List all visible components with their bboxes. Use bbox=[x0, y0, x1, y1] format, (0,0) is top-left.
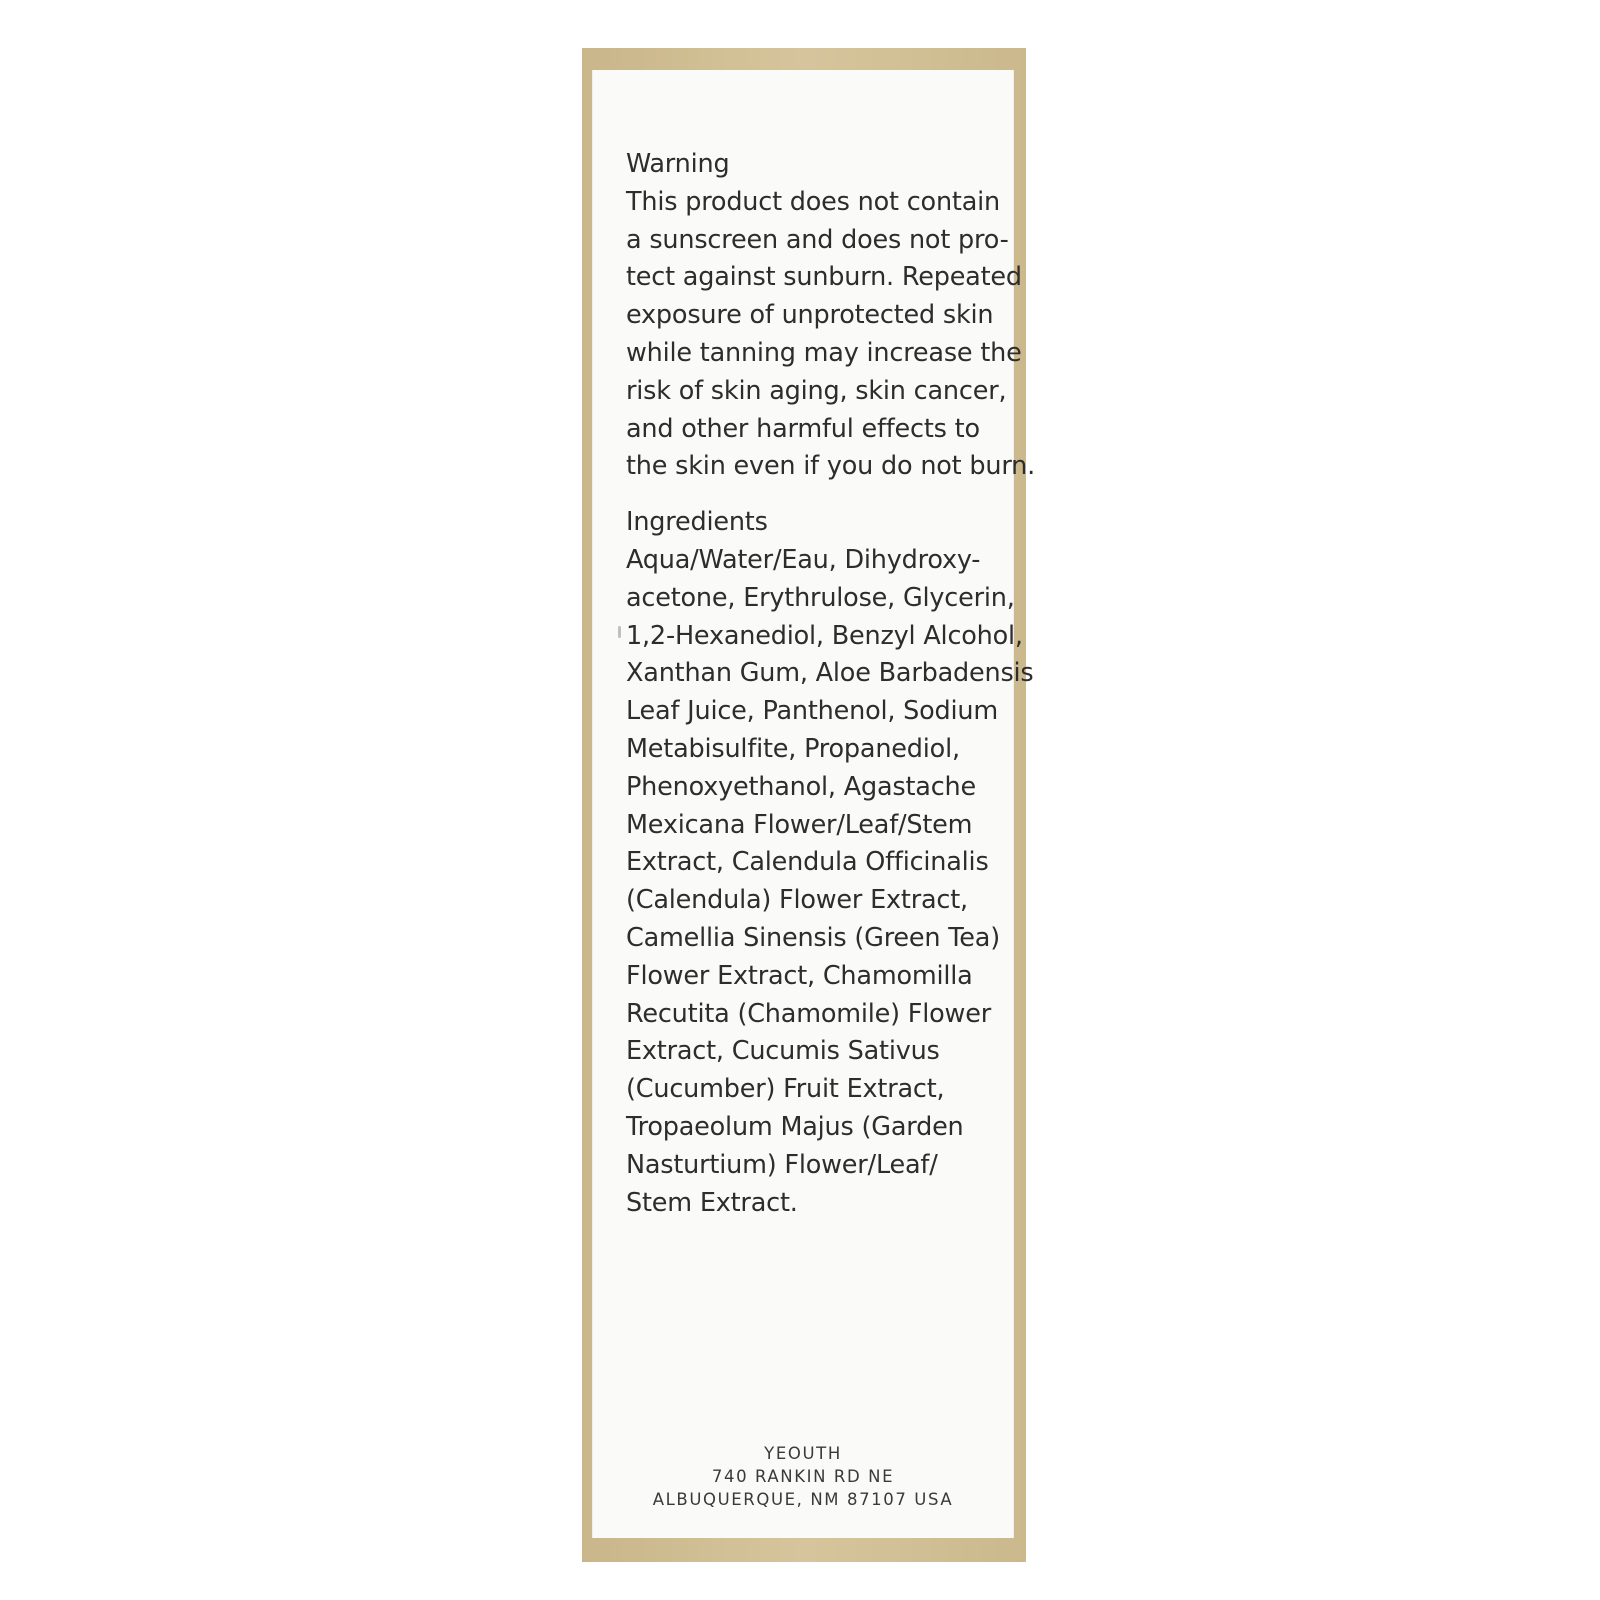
ingredients-line: Recutita (Chamomile) Flower bbox=[626, 998, 991, 1029]
warning-line: tect against sunburn. Repeated bbox=[626, 262, 1022, 293]
ingredients-line: Metabisulfite, Propanediol, bbox=[626, 733, 960, 764]
ingredients-line: Extract, Calendula Officinalis bbox=[626, 847, 989, 878]
warning-line: risk of skin aging, skin cancer, bbox=[626, 375, 1007, 406]
warning-section bbox=[626, 146, 1036, 486]
warning-line: a sunscreen and does not pro- bbox=[626, 224, 1009, 255]
ingredients-line: Xanthan Gum, Aloe Barbadensis bbox=[626, 658, 1034, 689]
ingredients-line: Camellia Sinensis (Green Tea) bbox=[626, 922, 1000, 953]
warning-heading: Warning bbox=[626, 149, 730, 179]
ingredients-line: acetone, Erythrulose, Glycerin, bbox=[626, 582, 1015, 613]
ingredients-line: Tropaeolum Majus (Garden bbox=[626, 1111, 964, 1142]
ingredients-line: Aqua/Water/Eau, Dihydroxy- bbox=[626, 544, 981, 575]
label-copy bbox=[626, 146, 1036, 1222]
ingredients-line: Mexicana Flower/Leaf/Stem bbox=[626, 809, 973, 840]
ingredients-line: Stem Extract. bbox=[626, 1187, 798, 1218]
ingredients-line: Extract, Cucumis Sativus bbox=[626, 1036, 940, 1067]
ingredients-line: 1,2-Hexanediol, Benzyl Alcohol, bbox=[626, 620, 1023, 651]
ingredients-section bbox=[626, 504, 1034, 1222]
company-name: YEOUTH bbox=[764, 1444, 842, 1463]
product-box-panel bbox=[582, 48, 1036, 1562]
ingredients-line: Nasturtium) Flower/Leaf/ bbox=[626, 1149, 938, 1180]
ingredients-line: (Cucumber) Fruit Extract, bbox=[626, 1074, 945, 1105]
ingredients-line: (Calendula) Flower Extract, bbox=[626, 885, 968, 916]
street-address: 740 RANKIN RD NE bbox=[711, 1467, 895, 1486]
ingredients-line: Leaf Juice, Panthenol, Sodium bbox=[626, 696, 999, 727]
city-state-zip: ALBUQUERQUE, NM 87107 USA bbox=[652, 1490, 954, 1509]
warning-line: and other harmful effects to bbox=[626, 413, 980, 444]
ingredients-heading: Ingredients bbox=[626, 507, 768, 538]
warning-line: while tanning may increase the bbox=[626, 337, 1022, 368]
warning-line: the skin even if you do not burn. bbox=[626, 451, 1036, 482]
warning-line: exposure of unprotected skin bbox=[626, 300, 994, 331]
warning-line: This product does not contain bbox=[626, 186, 1000, 217]
print-speck bbox=[618, 626, 621, 638]
ingredients-line: Phenoxyethanol, Agastache bbox=[626, 771, 976, 802]
company-address bbox=[592, 1442, 1014, 1511]
ingredients-line: Flower Extract, Chamomilla bbox=[626, 960, 973, 991]
product-label bbox=[592, 70, 1036, 1538]
